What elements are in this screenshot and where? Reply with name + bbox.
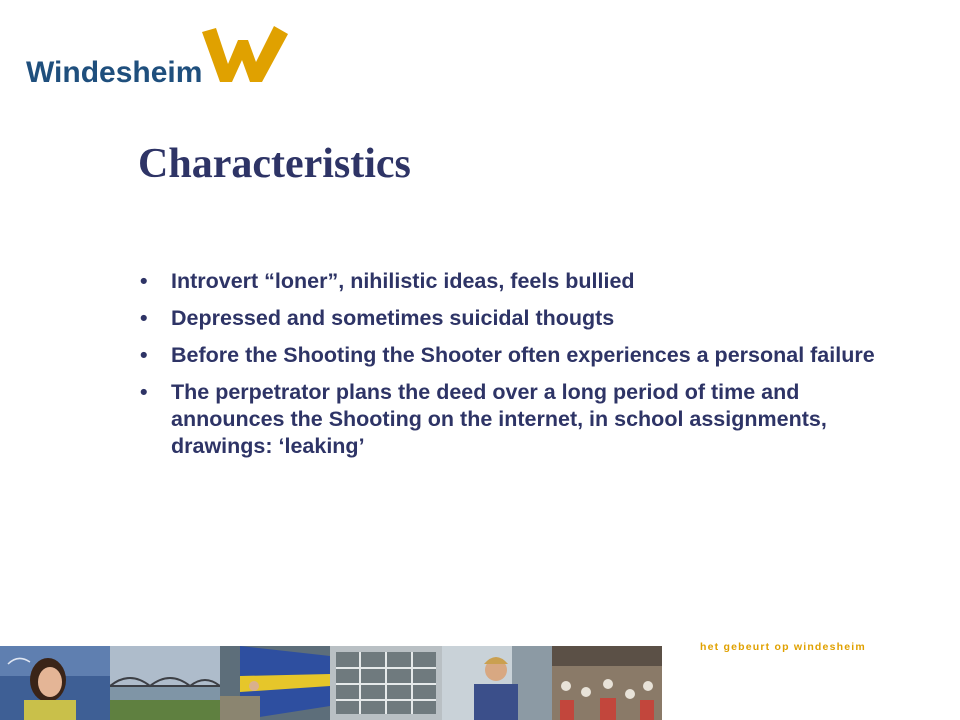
cafe-terrace-photo (552, 646, 662, 720)
bullet-item (140, 342, 910, 369)
bullet-marker: • (140, 269, 148, 293)
river-bridge-photo (110, 646, 220, 720)
bullet-marker: • (140, 380, 148, 404)
photo-strip (0, 646, 662, 720)
tagline: het gebeurt op windesheim (700, 641, 866, 653)
bullet-text: Before the Shooting the Shooter often experiences a personal failure (171, 343, 875, 367)
slide-title: Characteristics (138, 141, 411, 187)
student-with-backpack-photo (442, 646, 552, 720)
train-platform-photo (220, 646, 330, 720)
windesheim-w-icon (198, 24, 290, 86)
bullet-marker: • (140, 306, 148, 330)
logo-wordmark: Windesheim (26, 56, 203, 89)
windesheim-logo (26, 24, 276, 94)
bullet-text: The perpetrator plans the deed over a long period of time and announces the Shooting on the internet, in school assignments, drawings: ‘leaking’ (171, 380, 827, 458)
bullet-marker: • (140, 343, 148, 367)
bullet-item (140, 268, 910, 295)
bullet-item (140, 305, 910, 332)
bullet-text: Introvert “loner”, nihilistic ideas, feels bullied (171, 269, 635, 293)
bullet-item (140, 379, 910, 460)
bullet-text: Depressed and sometimes suicidal thougts (171, 306, 615, 330)
bullet-list (140, 268, 910, 470)
student-portrait-photo (0, 646, 110, 720)
building-facade-photo (330, 646, 442, 720)
